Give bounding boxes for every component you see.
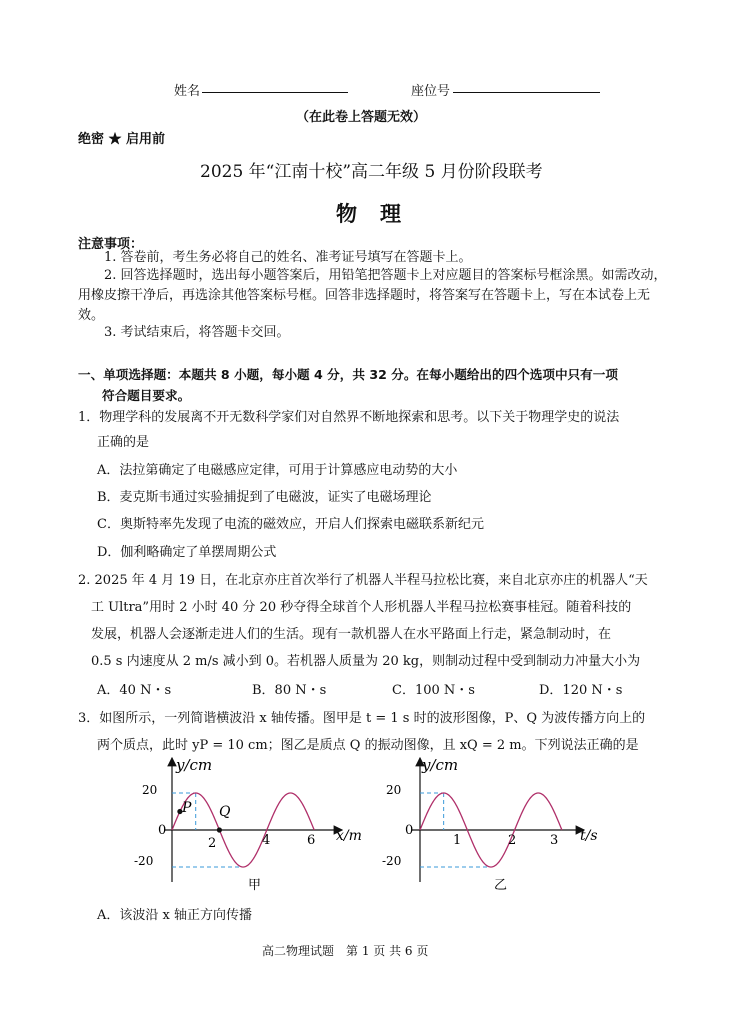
exam-title: 2025 年“江南十校”高二年级 5 月份阶段联考 <box>200 162 543 182</box>
jia-y-label: y/cm <box>176 756 213 774</box>
jia-label-p: P <box>182 800 192 816</box>
q2-stem-line4: 0.5 s 内速度从 2 m/s 减小到 0。若机器人质量为 20 kg，则制动过程中受到制动力冲量大小为 <box>91 654 641 669</box>
q2-option-d: D．120 N・s <box>539 683 623 698</box>
yi-y-tick-20: 20 <box>386 783 402 797</box>
q1-option-c: C．奥斯特率先发现了电流的磁效应，开启人们探索电磁联系新纪元 <box>97 517 484 532</box>
q1-option-a: A．法拉第确定了电磁感应定律，可用于计算感应电动势的大小 <box>97 463 458 478</box>
q1-stem-line2: 正确的是 <box>97 435 150 450</box>
notice-item-3: 3. 考试结束后，将答题卡交回。 <box>104 325 290 340</box>
notice-heading: 注意事项： <box>78 237 144 252</box>
name-label: 姓名 <box>174 84 201 99</box>
q3-stem-line1: 3．如图所示，一列简谐横波沿 x 轴传播。图甲是 t = 1 s 时的波形图像，P、Q 为波传播方向上的 <box>78 711 646 726</box>
yi-x-label: t/s <box>580 828 598 844</box>
section1-line2: 符合题目要求。 <box>102 388 191 403</box>
q2-option-a: A．40 N・s <box>97 683 172 698</box>
q2-stem-line3: 发展，机器人会逐渐走进人们的生活。现有一款机器人在水平路面上行走，紧急制动时，在 <box>91 627 612 642</box>
q1-option-d: D．伽利略确定了单摆周期公式 <box>97 545 277 560</box>
yi-x-tick-1: 1 <box>453 833 462 848</box>
jia-caption: 甲 <box>248 878 262 893</box>
subject-title: 物 理 <box>336 201 402 226</box>
yi-x-tick-2: 2 <box>508 833 517 848</box>
seat-blank[interactable] <box>453 92 600 93</box>
notice-item-1: 1. 答卷前，考生务必将自己的姓名、准考证号填写在答题卡上。 <box>104 250 472 265</box>
jia-origin: 0 <box>158 823 167 838</box>
jia-label-q: Q <box>219 804 231 820</box>
yi-caption: 乙 <box>494 878 508 893</box>
q2-option-c: C．100 N・s <box>392 683 475 698</box>
section1-line1: 一、单项选择题：本题共 8 小题，每小题 4 分，共 32 分。在每小题给出的四个选项中只有一项 <box>78 367 618 382</box>
invalid-note: （在此卷上答题无效） <box>296 110 427 125</box>
jia-x-label: x/m <box>336 828 362 844</box>
name-blank[interactable] <box>202 92 348 93</box>
page-footer: 高二物理试题 第 1 页 共 6 页 <box>262 944 429 958</box>
secret-mark: 绝密 ★ 启用前 <box>78 132 166 147</box>
jia-x-tick-6: 6 <box>307 833 316 848</box>
q1-option-b: B．麦克斯韦通过实验捕捉到了电磁波，证实了电磁场理论 <box>97 490 432 505</box>
wave-figure-jia <box>120 752 380 902</box>
q2-stem-line2: 工 Ultra”用时 2 小时 40 分 20 秒夺得全球首个人形机器人半程马拉松赛事桂冠。随着科技的 <box>91 600 632 615</box>
point-q <box>217 827 222 832</box>
q1-stem-line1: 1．物理学科的发展离不开无数科学家们对自然界不断地探索和思考。以下关于物理学史的说法 <box>78 410 620 425</box>
yi-origin: 0 <box>405 823 414 838</box>
yi-y-tick-neg20: -20 <box>382 854 402 868</box>
yi-y-label: y/cm <box>422 756 459 774</box>
q3-stem-line2: 两个质点，此时 yP = 10 cm；图乙是质点 Q 的振动图像，且 xQ = 2 m。下列说法正确的是 <box>97 738 639 753</box>
notice-item-2: 2. 回答选择题时，选出每小题答案后，用铅笔把答题卡上对应题目的答案标号框涂黑。如需改动，用橡皮擦干净后，再选涂其他答案标号框。回答非选择题时，将答案写在答题卡上，写在本试卷上无效。 <box>78 268 667 323</box>
jia-x-tick-4: 4 <box>262 833 271 848</box>
jia-y-tick-neg20: -20 <box>134 854 154 868</box>
q2-option-b: B．80 N・s <box>252 683 327 698</box>
jia-y-tick-20: 20 <box>142 783 158 797</box>
jia-x-tick-2: 2 <box>208 836 217 851</box>
yi-x-tick-3: 3 <box>550 833 559 848</box>
seat-label: 座位号 <box>411 84 451 99</box>
q2-stem-line1: 2. 2025 年 4 月 19 日，在北京亦庄首次举行了机器人半程马拉松比赛，来自北京亦庄的机器人“天 <box>78 573 648 588</box>
q3-option-a: A．该波沿 x 轴正方向传播 <box>97 908 252 923</box>
vibration-figure-yi <box>378 752 608 902</box>
